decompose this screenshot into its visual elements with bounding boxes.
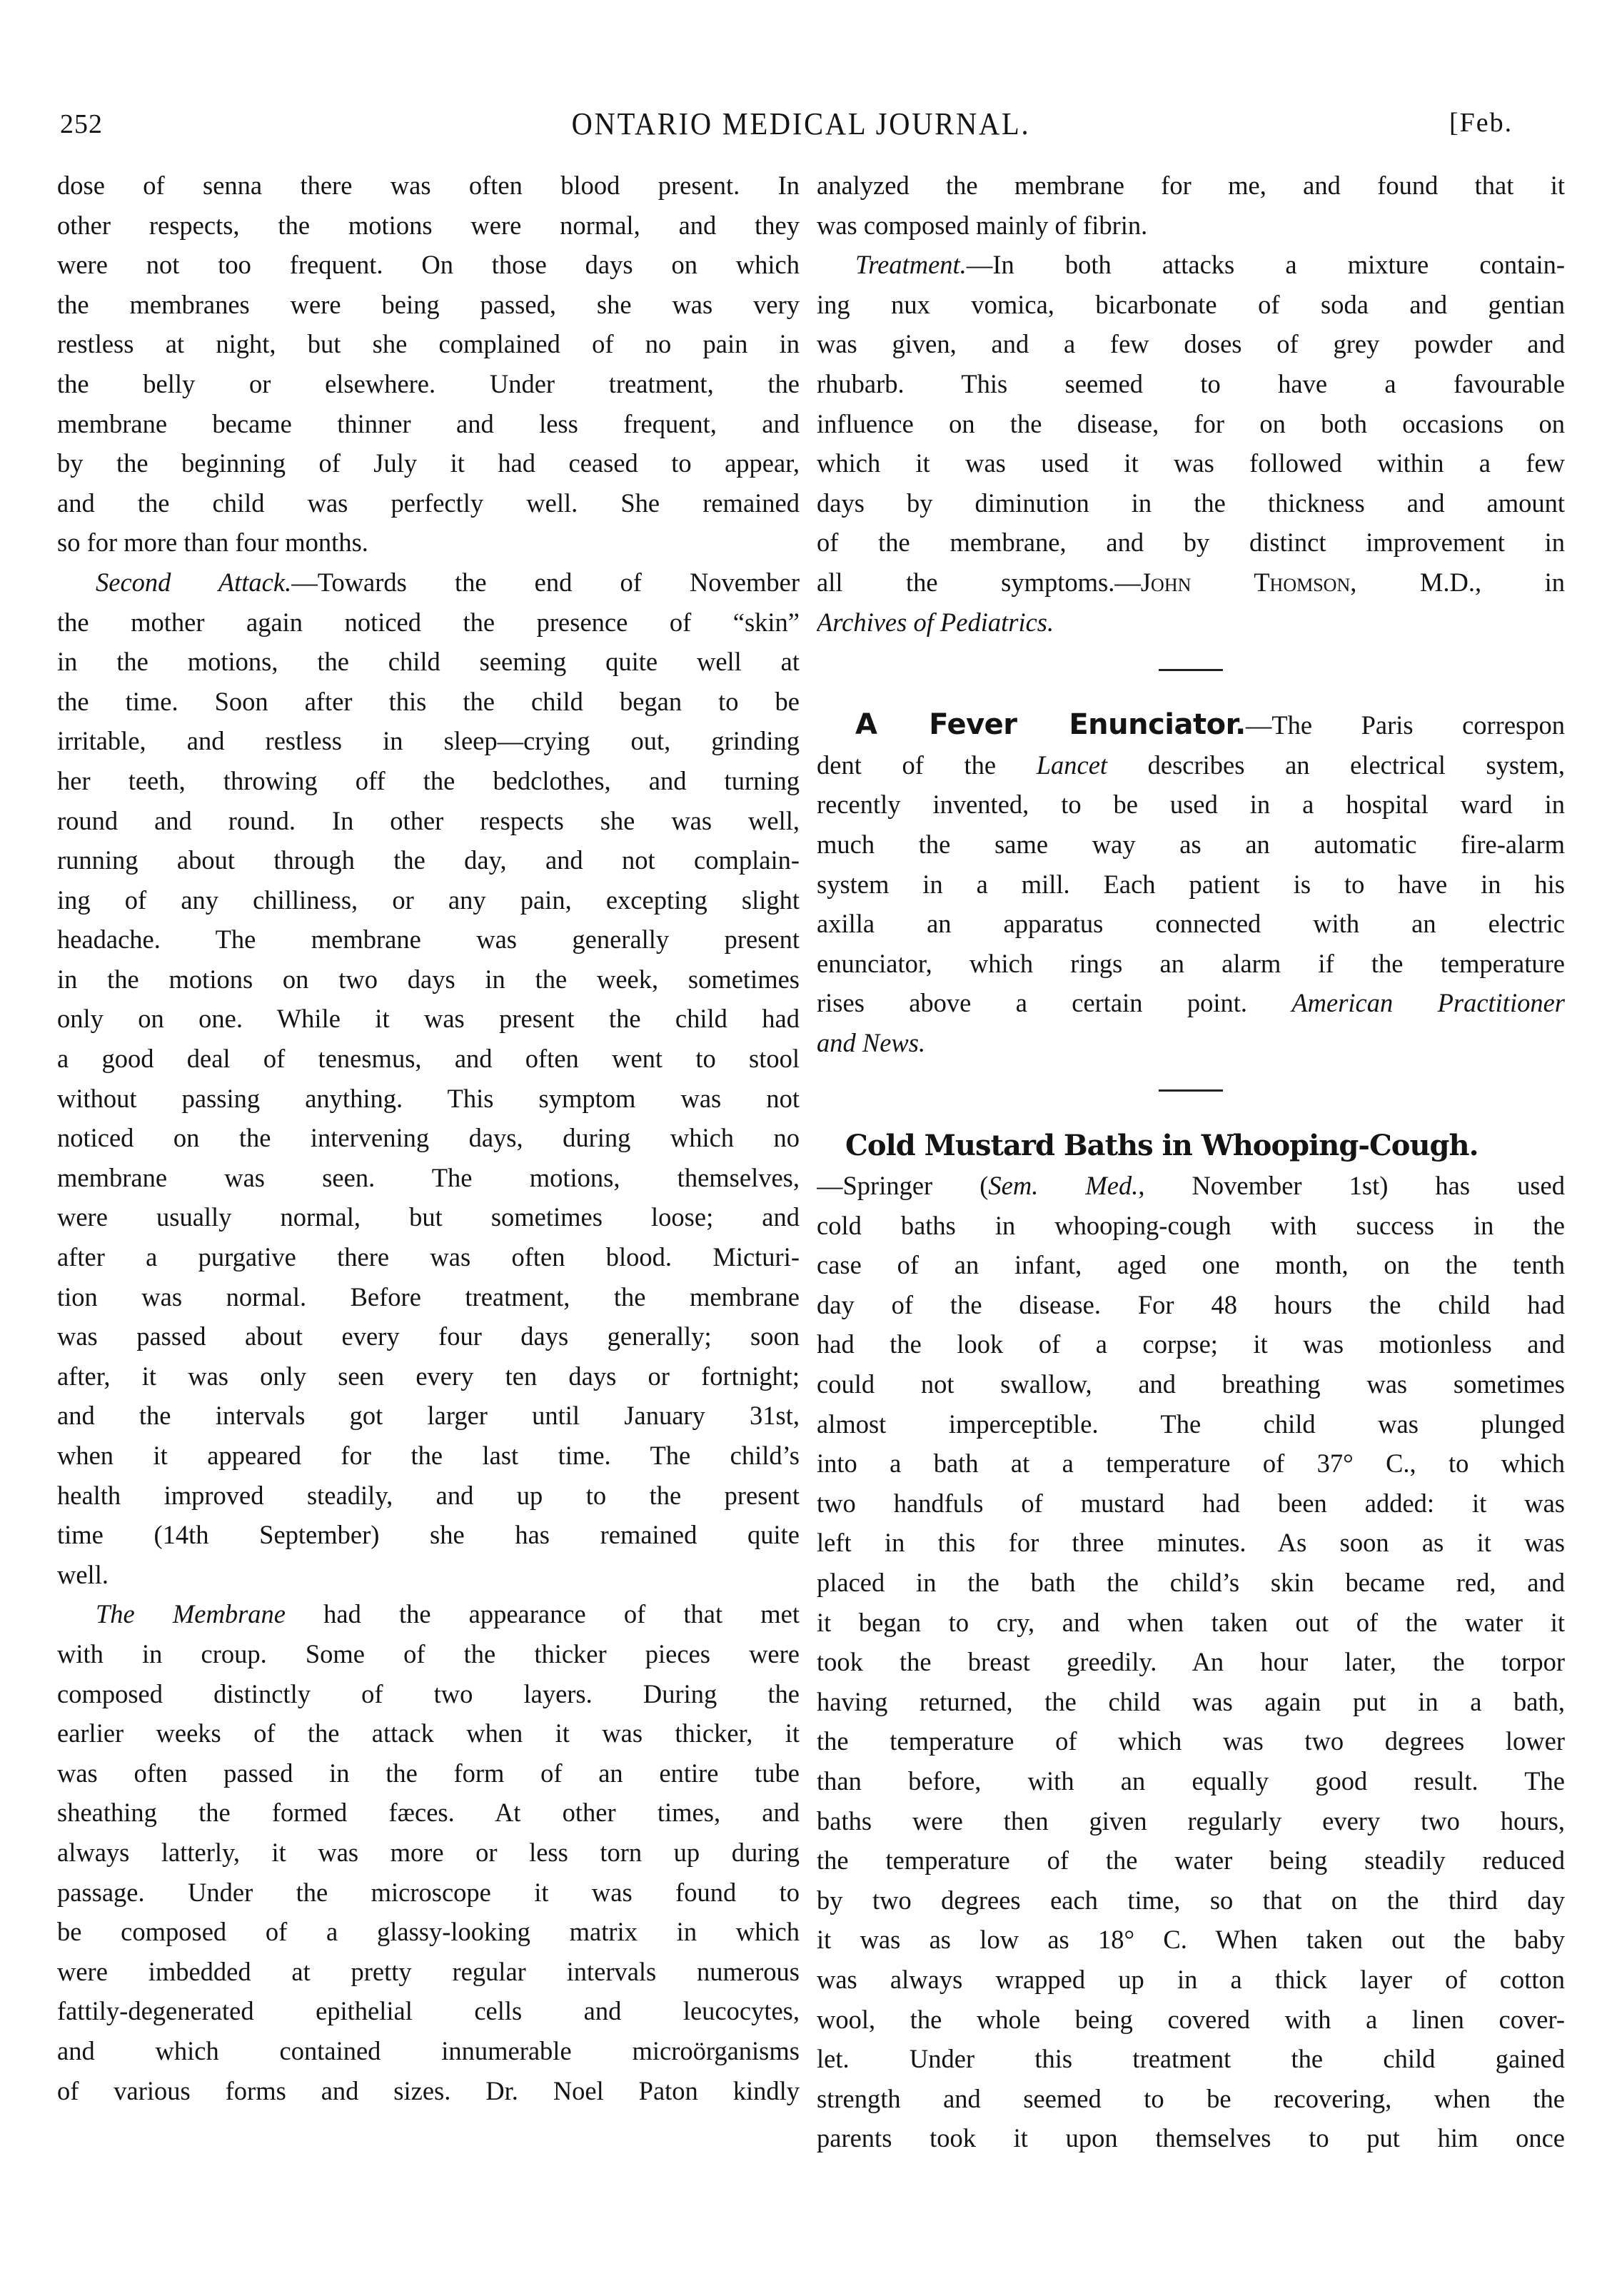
text-line: recently invented, to be used in a hospital ward in [817, 790, 1565, 820]
text-line: of various forms and sizes. Dr. Noel Paton kindly [57, 2075, 800, 2105]
text-line: ing nux vomica, bicarbonate of soda and gentian [817, 289, 1565, 319]
text-line: headache. The membrane was generally present [57, 925, 800, 955]
source-citation: and News. [817, 1027, 926, 1057]
text-line: case of an infant, aged one month, on the tenth [817, 1250, 1565, 1280]
text-line: rhubarb. This seemed to have a favourable [817, 368, 1565, 398]
text-line [817, 745, 1565, 785]
text-line: baths were then given regularly every two hours, [817, 1806, 1565, 1836]
text-line: was often passed in the form of an entire tube [57, 1758, 800, 1788]
text-line: left in this for three minutes. As soon as it was [817, 1528, 1565, 1558]
text-line: the temperature of which was two degrees lower [817, 1726, 1565, 1756]
line-text: , M.D., in [1350, 567, 1565, 597]
text-line: earlier weeks of the attack when it was thicker, it [57, 1718, 800, 1748]
right-column [817, 140, 1565, 2158]
membrane-continuation [817, 166, 1565, 245]
membrane-label: The Membrane [96, 1599, 286, 1629]
text-line [817, 1166, 1565, 1206]
text-line: let. Under this treatment the child gained [817, 2044, 1565, 2074]
text-line: and which contained innumerable microörganisms [57, 2035, 800, 2065]
text-line: dose of senna there was often blood present. In [57, 171, 800, 200]
text-line: influence on the disease, for on both occasions on [817, 408, 1565, 438]
text-line [57, 563, 800, 603]
text-line: was always wrapped up in a thick layer of cotton [817, 1964, 1565, 1994]
text-line: having returned, the child was again put in a bath, [817, 1686, 1565, 1716]
text-line: her teeth, throwing off the bedclothes, and turning [57, 765, 800, 795]
text-line: it began to cry, and when taken out of the water it [817, 1607, 1565, 1637]
text-line: with in croup. Some of the thicker pieces were [57, 1638, 800, 1668]
article-heading: Cold Mustard Baths in Whooping-Cough. [845, 1129, 1478, 1163]
text-line: in the motions on two days in the week, sometimes [57, 964, 800, 994]
text-line: were usually normal, but sometimes loose; and [57, 1202, 800, 1232]
text-line: be composed of a glassy-looking matrix in which [57, 1917, 800, 1947]
text-line: parents took it upon themselves to put him once [817, 2123, 1565, 2153]
first-attack-continuation [57, 166, 800, 563]
line-text: —Springer ( [817, 1171, 989, 1201]
text-line: cold baths in whooping-cough with success in the [817, 1210, 1565, 1240]
text-line: days by diminution in the thickness and amount [817, 488, 1565, 518]
section-divider [1159, 669, 1223, 671]
text-line: the membranes were being passed, she was very [57, 289, 800, 319]
treatment-section [817, 245, 1565, 642]
text-line: took the breast greedily. An hour later, the torpor [817, 1647, 1565, 1677]
line-text: had the appearance of that met [286, 1599, 800, 1629]
text-line: restless at night, but she complained of no pain in [57, 329, 800, 359]
text-line: by the beginning of July it had ceased to appear, [57, 448, 800, 478]
text-line: after, it was only seen every ten days or fortnight; [57, 1361, 800, 1391]
text-line: the mother again noticed the presence of “skin” [57, 607, 800, 637]
membrane-section [57, 1594, 800, 2110]
text-line: could not swallow, and breathing was sometimes [817, 1369, 1565, 1399]
text-line: well. [57, 1559, 109, 1589]
article-heading-line [817, 1126, 1565, 1166]
text-line [57, 1594, 800, 1634]
source-citation: Archives of Pediatrics. [817, 607, 1054, 637]
text-line: tion was normal. Before treatment, the membrane [57, 1282, 800, 1311]
text-line: and the child was perfectly well. She remained [57, 488, 800, 518]
text-line: analyzed the membrane for me, and found that it [817, 171, 1565, 200]
attribution-line [817, 563, 1565, 603]
text-line: health improved steadily, and up to the present [57, 1480, 800, 1510]
text-line [817, 983, 1565, 1023]
text-line: the time. Soon after this the child began to be [57, 686, 800, 716]
text-line: had the look of a corpse; it was motionless and [817, 1329, 1565, 1359]
line-text: all the symptoms.— [817, 567, 1141, 597]
text-line: it was as low as 18° C. When taken out the baby [817, 1925, 1565, 1955]
text-line: almost imperceptible. The child was plunged [817, 1409, 1565, 1439]
treatment-label: Treatment. [855, 250, 967, 280]
line-text: —The Paris correspon [1245, 710, 1565, 740]
text-line: day of the disease. For 48 hours the child had [817, 1289, 1565, 1319]
text-line: composed distinctly of two layers. During the [57, 1678, 800, 1708]
text-line: other respects, the motions were normal, and they [57, 210, 800, 240]
text-line: the temperature of the water being steadily reduced [817, 1846, 1565, 1875]
page-number: 252 [60, 109, 103, 139]
text-line: ing of any chilliness, or any pain, excepting slight [57, 885, 800, 915]
journal-title: ONTARIO MEDICAL JOURNAL. [571, 106, 1031, 141]
text-line: always latterly, it was more or less torn up during [57, 1837, 800, 1867]
text-line: placed in the bath the child’s skin became red, and [817, 1568, 1565, 1597]
article-heading: A Fever Enunciator. [855, 708, 1246, 742]
line-text: —In both attacks a mixture contain- [966, 250, 1565, 280]
issue-month: [Feb. [1449, 108, 1513, 138]
text-line: fattily-degenerated epithelial cells and leucocytes, [57, 1996, 800, 2026]
text-line: was passed about every four days generally; soon [57, 1321, 800, 1351]
author-name: John Thomson [1140, 567, 1351, 597]
text-line: the belly or elsewhere. Under treatment, the [57, 368, 800, 398]
text-line: when it appeared for the last time. The child’s [57, 1441, 800, 1470]
cold-mustard-baths-article [817, 1126, 1565, 2157]
journal-name: Sem. Med. [988, 1171, 1139, 1201]
text-line: were not too frequent. On those days on which [57, 250, 800, 280]
journal-name: Lancet [1036, 750, 1108, 780]
text-line: was composed mainly of fibrin. [817, 210, 1148, 240]
text-line: enunciator, which rings an alarm if the temperature [817, 948, 1565, 978]
text-line: running about through the day, and not complain- [57, 845, 800, 875]
second-attack-section [57, 563, 800, 1594]
text-line [817, 245, 1565, 285]
text-line: membrane was seen. The motions, themselves, [57, 1162, 800, 1192]
text-line: axilla an apparatus connected with an electric [817, 909, 1565, 939]
line-text: —Towards the end of November [291, 567, 800, 597]
text-line: after a purgative there was often blood. Micturi- [57, 1242, 800, 1272]
second-attack-label: Second Attack. [96, 567, 292, 597]
text-line: two handfuls of mustard had been added: it was [817, 1488, 1565, 1518]
line-text: describes an electrical system, [1107, 750, 1565, 780]
line-text: dent of the [817, 750, 1037, 780]
text-line: than before, with an equally good result. The [817, 1766, 1565, 1796]
text-line: into a bath at a temperature of 37° C., to which [817, 1449, 1565, 1479]
text-line: so for more than four months. [57, 528, 368, 558]
left-column [57, 166, 800, 2110]
text-line: membrane became thinner and less frequent, and [57, 408, 800, 438]
text-line: system in a mill. Each patient is to have in his [817, 869, 1565, 899]
section-divider [1159, 1089, 1223, 1092]
text-line: irritable, and restless in sleep—crying out, grinding [57, 726, 800, 756]
text-line: sheathing the formed fæces. At other times, and [57, 1798, 800, 1828]
text-line: noticed on the intervening days, during which no [57, 1123, 800, 1153]
text-line [817, 705, 1565, 745]
text-line: by two degrees each time, so that on the third day [817, 1885, 1565, 1915]
text-line: without passing anything. This symptom was not [57, 1083, 800, 1113]
text-line: which it was used it was followed within a few [817, 448, 1565, 478]
text-line: much the same way as an automatic fire-alarm [817, 829, 1565, 859]
source-citation: American Practitioner [1291, 988, 1565, 1018]
line-text: rises above a certain point. [817, 988, 1292, 1018]
fever-enunciator-article [817, 705, 1565, 1062]
text-line: were imbedded at pretty regular intervals numerous [57, 1956, 800, 1986]
text-line: round and round. In other respects she was well, [57, 805, 800, 835]
text-line: time (14th September) she has remained quite [57, 1520, 800, 1550]
text-line: strength and seemed to be recovering, when the [817, 2083, 1565, 2113]
text-line: only on one. While it was present the child had [57, 1004, 800, 1034]
text-line: passage. Under the microscope it was found to [57, 1877, 800, 1907]
text-line: a good deal of tenesmus, and often went to stool [57, 1044, 800, 1074]
text-line: in the motions, the child seeming quite well at [57, 647, 800, 677]
text-line: of the membrane, and by distinct improvement in [817, 528, 1565, 558]
text-line: wool, the whole being covered with a linen cover- [817, 2004, 1565, 2034]
line-text: , November 1st) has used [1138, 1171, 1565, 1201]
text-line: and the intervals got larger until January 31st, [57, 1401, 800, 1431]
text-line: was given, and a few doses of grey powder and [817, 329, 1565, 359]
